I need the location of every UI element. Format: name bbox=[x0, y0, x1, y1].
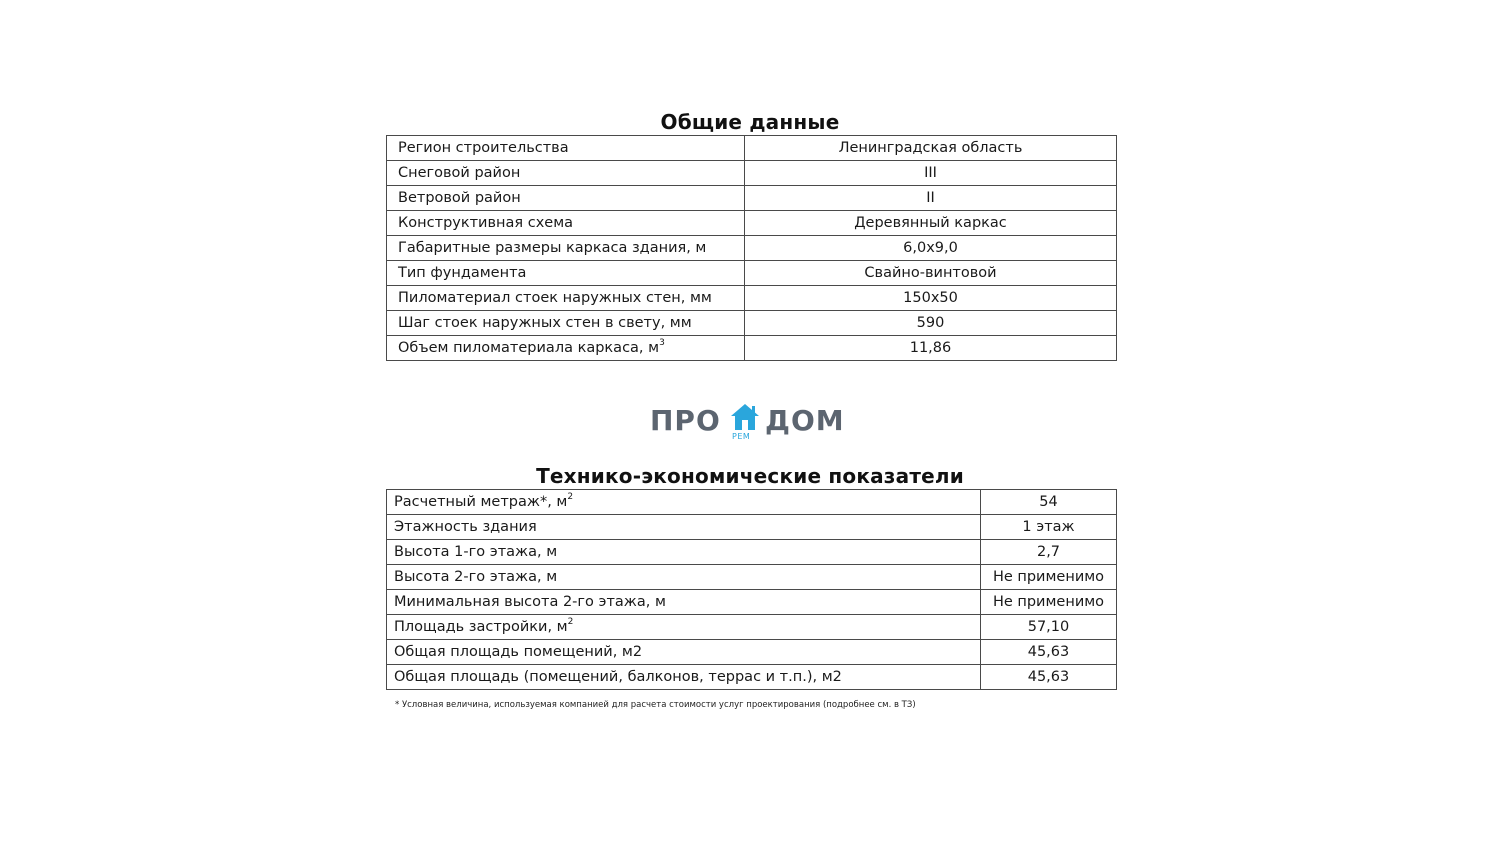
total-area-incl-balconies-value: 45,63 bbox=[981, 665, 1117, 690]
table-row bbox=[387, 615, 1117, 640]
table-row bbox=[387, 336, 1117, 361]
design-area-label bbox=[387, 490, 981, 515]
foundation-type-label: Тип фундамента bbox=[387, 261, 745, 286]
lumber-volume-value: 11,86 bbox=[745, 336, 1117, 361]
footnote: * Условная величина, используемая компанией для расчета стоимости услуг проектирования (подробнее см. в ТЗ) bbox=[395, 700, 916, 710]
wind-region-value: II bbox=[745, 186, 1117, 211]
foundation-type-value: Свайно-винтовой bbox=[745, 261, 1117, 286]
region-label: Регион строительства bbox=[387, 136, 745, 161]
building-footprint-label-text: Площадь застройки, м bbox=[394, 619, 568, 635]
table-row bbox=[387, 640, 1117, 665]
general-data-title: Общие данные bbox=[660, 110, 840, 134]
structural-scheme-value: Деревянный каркас bbox=[745, 211, 1117, 236]
storeys-label: Этажность здания bbox=[387, 515, 981, 540]
table-row bbox=[387, 565, 1117, 590]
stud-spacing-value: 590 bbox=[745, 311, 1117, 336]
table-row bbox=[387, 161, 1117, 186]
stud-lumber-label: Пиломатериал стоек наружных стен, мм bbox=[387, 286, 745, 311]
min-second-floor-height-label: Минимальная высота 2-го этажа, м bbox=[387, 590, 981, 615]
total-room-area-label: Общая площадь помещений, м2 bbox=[387, 640, 981, 665]
unit-superscript: 2 bbox=[567, 617, 574, 628]
second-floor-height-value: Не применимо bbox=[981, 565, 1117, 590]
snow-region-label: Снеговой район bbox=[387, 161, 745, 186]
table-row bbox=[387, 236, 1117, 261]
region-value: Ленинградская область bbox=[745, 136, 1117, 161]
total-room-area-value: 45,63 bbox=[981, 640, 1117, 665]
table-row bbox=[387, 211, 1117, 236]
table-row bbox=[387, 665, 1117, 690]
prodom-logo bbox=[650, 400, 850, 446]
table-row bbox=[387, 286, 1117, 311]
design-area-label-text: Расчетный метраж*, м bbox=[394, 494, 568, 510]
structural-scheme-label: Конструктивная схема bbox=[387, 211, 745, 236]
wind-region-label: Ветровой район bbox=[387, 186, 745, 211]
first-floor-height-label: Высота 1-го этажа, м bbox=[387, 540, 981, 565]
unit-superscript: 3 bbox=[659, 338, 665, 349]
lumber-volume-label bbox=[387, 336, 745, 361]
unit-superscript: 2 bbox=[567, 492, 574, 503]
stud-spacing-label: Шаг стоек наружных стен в свету, мм bbox=[387, 311, 745, 336]
table-row bbox=[387, 186, 1117, 211]
table-row bbox=[387, 261, 1117, 286]
total-area-incl-balconies-label: Общая площадь (помещений, балконов, террас и т.п.), м2 bbox=[387, 665, 981, 690]
table-row bbox=[387, 311, 1117, 336]
table-row bbox=[387, 136, 1117, 161]
building-footprint-value: 57,10 bbox=[981, 615, 1117, 640]
storeys-value: 1 этаж bbox=[981, 515, 1117, 540]
logo-right-word: ДОМ bbox=[765, 404, 845, 437]
table-row bbox=[387, 590, 1117, 615]
building-footprint-label bbox=[387, 615, 981, 640]
frame-dimensions-value: 6,0х9,0 bbox=[745, 236, 1117, 261]
tech-indicators-table bbox=[386, 489, 1117, 690]
first-floor-height-value: 2,7 bbox=[981, 540, 1117, 565]
table-row bbox=[387, 540, 1117, 565]
table-row bbox=[387, 490, 1117, 515]
stud-lumber-value: 150х50 bbox=[745, 286, 1117, 311]
frame-dimensions-label: Габаритные размеры каркаса здания, м bbox=[387, 236, 745, 261]
house-icon bbox=[728, 402, 762, 432]
table-row bbox=[387, 515, 1117, 540]
tech-indicators-title: Технико-экономические показатели bbox=[536, 464, 964, 488]
second-floor-height-label: Высота 2-го этажа, м bbox=[387, 565, 981, 590]
lumber-volume-label-text: Объем пиломатериала каркаса, м bbox=[398, 340, 660, 356]
design-area-value: 54 bbox=[981, 490, 1117, 515]
snow-region-value: III bbox=[745, 161, 1117, 186]
logo-left-word: ПРО bbox=[650, 404, 721, 437]
logo-sub-text: РЕМ bbox=[732, 432, 751, 441]
min-second-floor-height-value: Не применимо bbox=[981, 590, 1117, 615]
general-data-table bbox=[386, 135, 1117, 361]
